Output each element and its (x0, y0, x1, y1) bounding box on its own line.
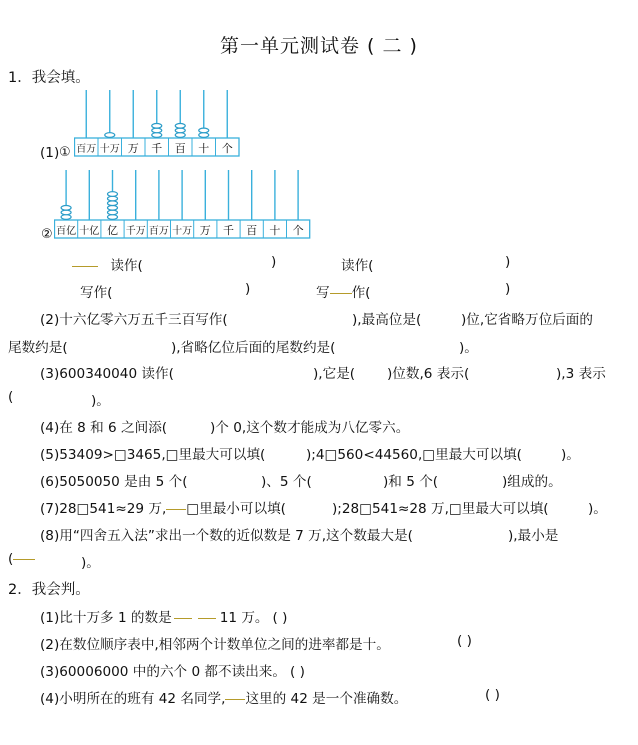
abacus-bead (108, 196, 118, 201)
question-2-text-d: 尾数约是( (8, 340, 68, 356)
abacus-place-label: 千 (223, 224, 234, 237)
question-7-row (40, 497, 286, 517)
read-close-1: ) (271, 254, 277, 270)
question-1-label: (1) (40, 145, 60, 161)
question-3-text-a: (3)600340040 读作( (40, 366, 174, 382)
page-title: 第一单元测试卷 ( 二 ) (220, 35, 418, 57)
question-5-text-b: );4□560<44560,□里最大可以填( (306, 447, 522, 463)
abacus-bead (175, 124, 185, 129)
write-label-2a: 写 (316, 285, 330, 301)
abacus-bead (152, 133, 162, 138)
write-label-1: 写作( (80, 285, 113, 301)
read-label-1: 读作( (110, 258, 143, 274)
question-6-text-c: )和 5 个( (383, 474, 439, 490)
question-8-text-d: )。 (81, 555, 100, 571)
abacus-bead (152, 124, 162, 129)
judge-3-answer[interactable]: ( ) (290, 664, 305, 680)
write-label-2b: 作( (351, 285, 371, 301)
question-7-text-b: □里最小可以填( (186, 501, 286, 517)
question-4-text-b: )个 0,这个数才能成为八亿零六。 (210, 420, 410, 436)
abacus-place-label: 千 (151, 142, 163, 155)
question-4-text-a: (4)在 8 和 6 之间添( (40, 420, 168, 436)
abacus-bead (108, 201, 118, 206)
judge-4-row (40, 687, 407, 707)
blank[interactable] (166, 508, 186, 510)
abacus-bead (108, 210, 118, 215)
question-6-text-a: (6)5050050 是由 5 个( (40, 474, 188, 490)
question-2-text-b: ),最高位是( (352, 312, 422, 328)
blank[interactable] (330, 292, 352, 294)
question-8-text-a: (8)用“四舍五入法”求出一个数的近似数是 7 万,这个数最大是( (40, 528, 413, 544)
question-5-text-c: )。 (561, 447, 580, 463)
abacus-bead (175, 128, 185, 133)
abacus-place-label: 十 (269, 224, 281, 237)
question-2-text-a: (2)十六亿零六万五千三百写作( (40, 312, 228, 328)
abacus-bead (175, 133, 185, 138)
abacus-place-label: 万 (199, 224, 211, 237)
abacus-bead (105, 133, 115, 138)
blank[interactable] (13, 558, 35, 560)
abacus-bead (61, 210, 71, 215)
abacus-place-label: 百 (174, 142, 186, 155)
abacus-bead (61, 215, 71, 220)
abacus-1-marker: ① (59, 145, 71, 160)
abacus-place-label: 百 (246, 224, 258, 237)
abacus-bead (152, 128, 162, 133)
abacus-bead (199, 128, 209, 133)
question-3-text-d: ),3 表示 (556, 366, 606, 382)
write-close-1: ) (245, 281, 251, 297)
write-close-2: ) (505, 281, 511, 297)
question-7-text-c: );28□541≈28 万,□里最大可以填( (332, 501, 549, 517)
abacus-1 (74, 88, 244, 160)
abacus-bead (108, 206, 118, 211)
judge-1-text-b: 11 万。 (219, 610, 269, 626)
abacus-bead (108, 192, 118, 197)
blank[interactable] (225, 698, 245, 700)
question-3-text-e: ( (8, 389, 14, 405)
abacus-place-label: 十 (198, 142, 210, 155)
judge-2-text: (2)在数位顺序表中,相邻两个计数单位之间的进率都是十。 (40, 637, 390, 653)
read-row-1 (72, 254, 143, 274)
abacus-place-label: 百亿 (56, 226, 77, 237)
judge-4-text-a: (4)小明所在的班有 42 名同学, (40, 691, 226, 707)
read-label-2: 读作( (341, 258, 374, 274)
judge-4-answer[interactable]: ( ) (485, 687, 500, 703)
abacus-place-label: 百万 (148, 226, 169, 237)
judge-1-row (40, 606, 287, 626)
abacus-place-label: 百万 (76, 144, 97, 155)
judge-1-answer[interactable]: ( ) (272, 610, 288, 626)
abacus-place-label: 个 (221, 142, 233, 155)
section-1-heading: 1．我会填。 (8, 70, 90, 86)
blank[interactable] (72, 265, 98, 267)
question-2-text-c: )位,它省略万位后面的 (461, 312, 593, 328)
question-3-text-b: ),它是( (313, 366, 356, 382)
question-7-text-d: )。 (588, 501, 607, 517)
abacus-bead (61, 206, 71, 211)
question-6-text-b: )、5 个( (261, 474, 312, 490)
question-6-text-d: )组成的。 (502, 474, 562, 490)
abacus-bead (199, 133, 209, 138)
question-8-text-b: ),最小是 (508, 528, 559, 544)
read-close-2: ) (505, 254, 511, 270)
question-3-text-c: )位数,6 表示( (387, 366, 470, 382)
abacus-place-label: 个 (292, 224, 304, 237)
judge-3-text: (3)60006000 中的六个 0 都不读出来。 (40, 664, 286, 680)
question-8-text-c: ( (8, 551, 14, 567)
abacus-place-label: 十万 (172, 226, 193, 237)
question-2-text-e: ),省略亿位后面的尾数约是( (171, 340, 336, 356)
abacus-2-marker: ② (41, 227, 53, 242)
abacus-bead (108, 215, 118, 220)
abacus-2 (54, 168, 312, 240)
abacus-place-label: 亿 (107, 224, 118, 237)
judge-4-text-b: 这里的 42 是一个准确数。 (245, 691, 408, 707)
question-8-row-2 (8, 551, 35, 567)
abacus-place-label: 十亿 (79, 226, 100, 237)
judge-3-row (40, 660, 305, 680)
write-row-2 (316, 281, 371, 301)
question-2-text-f: )。 (459, 340, 478, 356)
abacus-place-label: 万 (127, 142, 139, 155)
question-7-text-a: (7)28□541≈29 万, (40, 501, 167, 517)
abacus-place-label: 十万 (99, 144, 120, 155)
blank[interactable] (174, 617, 192, 619)
judge-1-text-a: (1)比十万多 1 的数是 (40, 610, 172, 626)
abacus-place-label: 千万 (125, 226, 146, 237)
blank[interactable] (198, 617, 216, 619)
judge-2-answer[interactable]: ( ) (457, 633, 472, 649)
question-5-text-a: (5)53409>□3465,□里最大可以填( (40, 447, 266, 463)
section-2-heading: 2．我会判。 (8, 582, 90, 598)
question-3-text-f: )。 (91, 393, 110, 409)
